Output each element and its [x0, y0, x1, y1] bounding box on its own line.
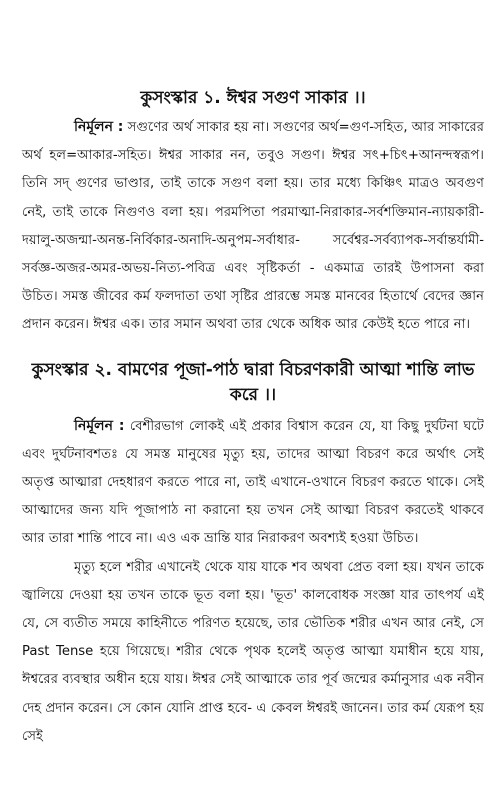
section-2-label: নির্মূলন :	[74, 417, 125, 434]
section-2-heading: কুসংস্কার ২. বামণের পূজা-পাঠ দ্বারা বিচরণকারী আত্মা শান্তি লাভ করে ।।	[31, 359, 475, 405]
section-1-heading: কুসংস্কার ১. ঈশ্বর সগুণ সাকার ।।	[140, 88, 366, 108]
section-2-body-1: বেশীরভাগ লোকই এই প্রকার বিশ্বাস করেন যে, যা কিছু দুর্ঘটনা ঘটে এবং দুর্ঘটনাবশতঃ যে সমস্ত মানুষের মৃত্যু হয়, তাদের আত্মা বিচরণ করে অর্থাৎ সেই অতৃপ্ত আত্মারা দেহধারণ করতে পারে না, তাই এখানে-ওখানে বিচরণ করতে থাকে। সেই আত্মাদের জন্য যদি পূজাপাঠ না করানো হয় তখন সেই আত্মা বিচরণ করতেই থাকবে আর তারা শান্তি পাবে না। এও এক ভ্রান্তি যার নিরাকরণ অবশ্যই হওয়া উচিত।	[22, 418, 484, 547]
section-2-paragraph-2: মৃত্যু হলে শরীর এখানেই থেকে যায় যাকে শব অথবা প্রেত বলা হয়। যখন তাকে জ্বালিয়ে দেওয়া হয় তখন তাকে ভূত বলা হয়। 'ভূত' কালবোধক সংজ্ঞা যার তাৎপর্য এই যে, সে ব্যতীত সময়ে কাহিনীতে পরিণত হয়েছে, তার ভৌতিক শরীর এখন আর নেই, সে Past Tense হয়ে গিয়েছে। শরীর থেকে পৃথক হলেই অতৃপ্ত আত্মা যমাধীন হয়ে যায়, ঈশ্বরের ব্যবস্থার অধীন হয়ে যায়। ঈশ্বর সেই আত্মাকে তার পূর্ব জন্মের কর্মানুসার এক নবীন দেহ প্রদান করেন। সে কোন যোনি প্রাপ্ত হবে- এ কেবল ঈশ্বরই জানেন। তার কর্ম যেরূপ হয় সেই	[22, 559, 484, 744]
section-1-paragraph	[22, 113, 484, 340]
document-page	[22, 86, 484, 751]
section-1-body: সগুণের অর্থ সাকার হয় না। সগুণের অর্থ=গুণ-সহিত, আর সাকারের অর্থ হল=আকার-সহিত। ঈশ্বর সাকার নন, তবুও সগুণ। ঈশ্বর সৎ+চিৎ+আনন্দস্বরূপ। তিনি সদ্ গুণের ভাণ্ডার, তাই তাকে সগুণ বলা হয়। তার মধ্যে কিঞ্চিৎ মাত্রও অবগুণ নেই, তাই তাকে নিগুণও বলা হয়। পরমপিতা পরমাত্মা-নিরাকার-সর্বশক্তিমান-ন্যায়কারী-দয়ালু-অজন্মা-অনন্ত-নির্বিকার-অনাদি-অনুপম-সর্বাধার- সর্বেশ্বর-সর্বব্যাপক-সর্বান্তর্যামী-সর্বজ্ঞ-অজর-অমর-অভয়-নিত্য-পবিত্র এবং সৃষ্টিকর্তা - একমাত্র তারই উপাসনা করা উচিত। সমস্ত জীবের কর্ম ফলদাতা তথা সৃষ্টির প্রারম্ভে সমস্ত মানবের হিতার্থে বেদের জ্ঞান প্রদান করেন। ঈশ্বর এক। তার সমান অথবা তার থেকে অধিক আর কেউই হতে পারে না।	[22, 120, 484, 333]
section-2-paragraph-1	[22, 412, 484, 554]
section-1-label: নির্মূলন :	[74, 119, 124, 135]
